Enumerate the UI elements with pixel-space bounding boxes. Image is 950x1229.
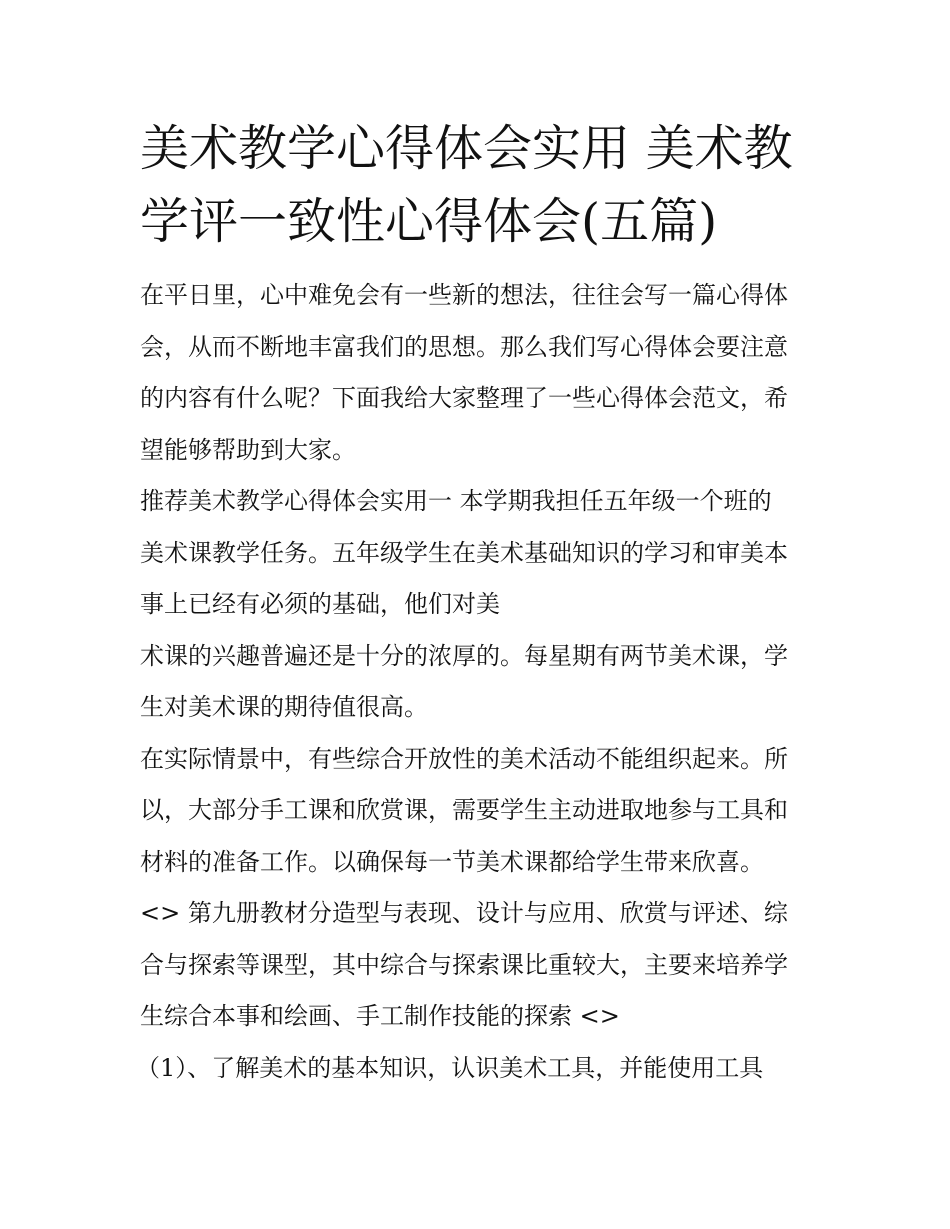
body-line: 在实际情景中，有些综合开放性的美术活动不能组织起来。所 <box>140 744 788 773</box>
title-line-2: 学评一致性心得体会(五篇) <box>140 193 718 250</box>
body-line: 推荐美术教学心得体会实用一 本学期我担任五年级一个班的 <box>140 487 772 515</box>
body-line: （1）、了解美术的基本知识，认识美术工具，并能使用工具 <box>136 1053 764 1082</box>
body-line: 望能够帮助到大家。 <box>140 435 356 464</box>
body-line: 生对美术课的期待值很高。 <box>140 693 428 721</box>
body-line: 的内容有什么呢？下面我给大家整理了一些心得体会范文，希 <box>140 384 788 412</box>
body-line: 生综合本事和绘画、手工制作技能的探索 <> <box>140 1002 620 1030</box>
title-line-1: 美术教学心得体会实用 美术教 <box>140 120 793 177</box>
document-title <box>140 112 812 258</box>
body-line: 会，从而不断地丰富我们的思想。那么我们写心得体会要注意 <box>140 332 788 361</box>
body-line: 以，大部分手工课和欣赏课，需要学生主动进取地参与工具和 <box>140 796 788 824</box>
body-line: <> 第九册教材分造型与表现、设计与应用、欣赏与评述、综 <box>140 899 788 927</box>
body-line: 事上已经有必须的基础，他们对美 <box>140 590 500 618</box>
body-line: 术课的兴趣普遍还是十分的浓厚的。每星期有两节美术课，学 <box>140 641 788 670</box>
body-line: 在平日里，心中难免会有一些新的想法，往往会写一篇心得体 <box>140 281 788 309</box>
body-line: 材料的准备工作。以确保每一节美术课都给学生带来欣喜。 <box>140 847 764 876</box>
body-line: 合与探索等课型，其中综合与探索课比重较大，主要来培养学 <box>140 950 788 979</box>
body-line: 美术课教学任务。五年级学生在美术基础知识的学习和审美本 <box>140 538 788 567</box>
document-page <box>136 112 812 1094</box>
document-body <box>136 270 812 1094</box>
